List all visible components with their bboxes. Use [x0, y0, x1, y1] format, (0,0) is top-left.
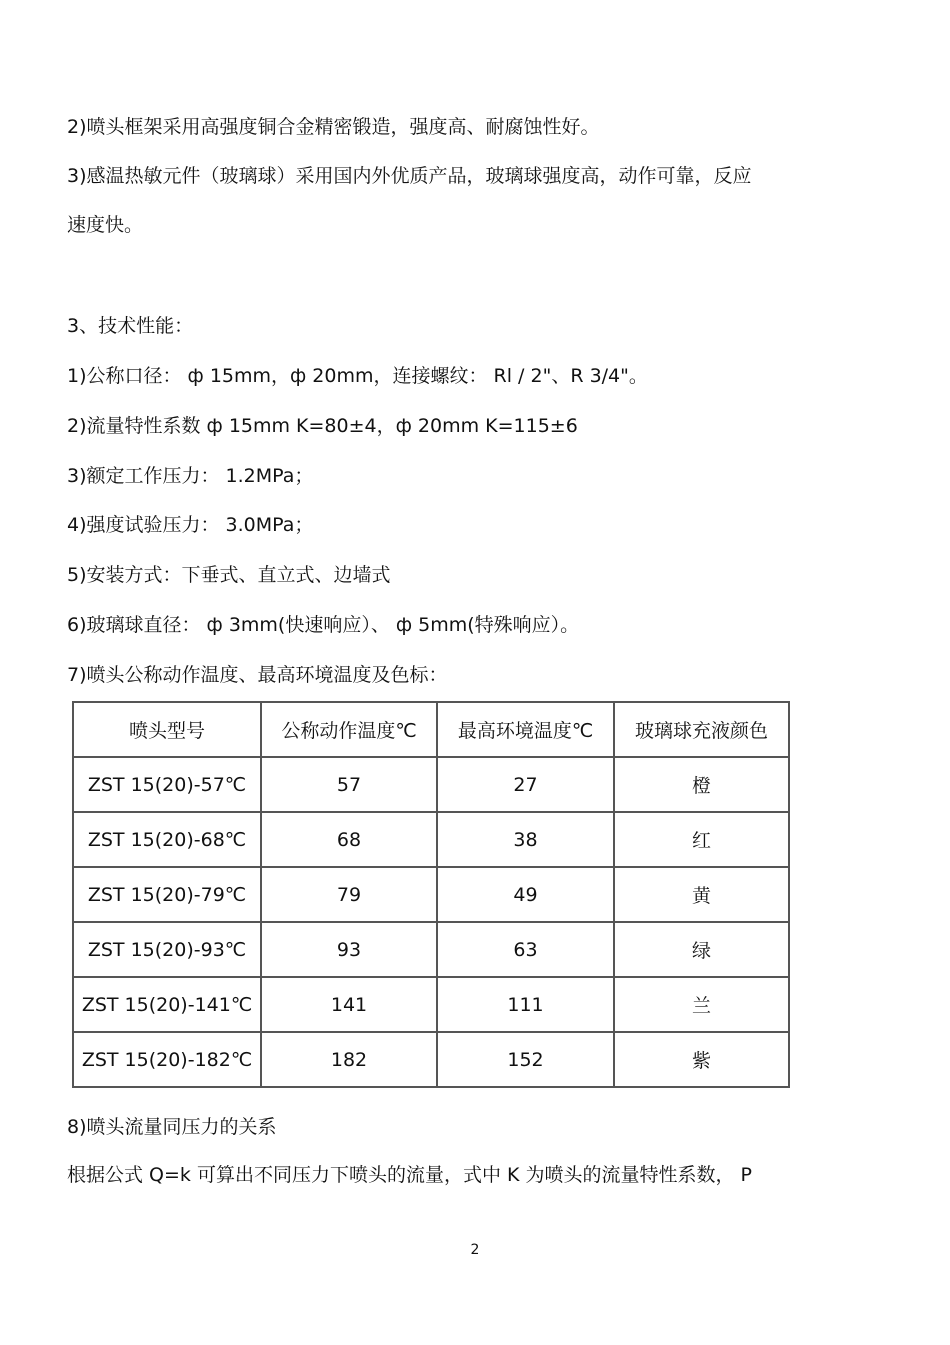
table-row	[73, 867, 789, 922]
action-temp-cell: 79	[261, 867, 437, 922]
section-heading-performance: 3、技术性能：	[67, 315, 194, 337]
color-cell: 黄	[614, 867, 789, 922]
spec-bulb-diameter: 6)玻璃球直径： ф 3mm(快速响应）、 ф 5mm(特殊响应）。	[67, 614, 580, 636]
spec-flow-coefficient: 2)流量特性系数 ф 15mm K=80±4，ф 20mm K=115±6	[67, 415, 578, 437]
spec-install-mode: 5)安装方式：下垂式、直立式、边墙式	[67, 564, 391, 586]
paragraph-glass-bulb: 3)感温热敏元件（玻璃球）采用国内外优质产品，玻璃球强度高，动作可靠，反应	[67, 165, 752, 187]
page-number: 2	[470, 1242, 480, 1258]
action-temp-cell: 182	[261, 1032, 437, 1087]
paragraph-flow-pressure: 8)喷头流量同压力的关系	[67, 1116, 277, 1138]
paragraph-frame: 2)喷头框架采用高强度铜合金精密锻造，强度高、耐腐蚀性好。	[67, 116, 600, 138]
temperature-table	[72, 701, 790, 1088]
paragraph-glass-bulb-cont: 速度快。	[67, 214, 144, 236]
table-row	[73, 1032, 789, 1087]
table-row	[73, 757, 789, 812]
model-cell: ZST 15(20)-141℃	[73, 977, 261, 1032]
table-header-row	[73, 702, 789, 757]
color-cell: 绿	[614, 922, 789, 977]
color-cell: 红	[614, 812, 789, 867]
table-header-cell: 最高环境温度℃	[437, 702, 614, 757]
model-cell: ZST 15(20)-182℃	[73, 1032, 261, 1087]
model-cell: ZST 15(20)-93℃	[73, 922, 261, 977]
ambient-temp-cell: 111	[437, 977, 614, 1032]
table-row	[73, 812, 789, 867]
action-temp-cell: 93	[261, 922, 437, 977]
color-cell: 橙	[614, 757, 789, 812]
spec-temperature-heading: 7)喷头公称动作温度、最高环境温度及色标：	[67, 664, 448, 686]
ambient-temp-cell: 38	[437, 812, 614, 867]
ambient-temp-cell: 49	[437, 867, 614, 922]
table-header-cell: 玻璃球充液颜色	[614, 702, 789, 757]
spec-nominal-diameter: 1)公称口径： ф 15mm，ф 20mm，连接螺纹： Rl / 2"、R 3/4"。	[67, 365, 648, 387]
model-cell: ZST 15(20)-57℃	[73, 757, 261, 812]
model-cell: ZST 15(20)-79℃	[73, 867, 261, 922]
ambient-temp-cell: 152	[437, 1032, 614, 1087]
model-cell: ZST 15(20)-68℃	[73, 812, 261, 867]
ambient-temp-cell: 27	[437, 757, 614, 812]
table-header-cell: 公称动作温度℃	[261, 702, 437, 757]
color-cell: 兰	[614, 977, 789, 1032]
paragraph-formula: 根据公式 Q=k 可算出不同压力下喷头的流量，式中 K 为喷头的流量特性系数， P	[67, 1164, 752, 1186]
action-temp-cell: 141	[261, 977, 437, 1032]
action-temp-cell: 68	[261, 812, 437, 867]
spec-test-pressure: 4)强度试验压力： 3.0MPa；	[67, 514, 314, 536]
table-row	[73, 922, 789, 977]
spec-working-pressure: 3)额定工作压力： 1.2MPa；	[67, 465, 314, 487]
ambient-temp-cell: 63	[437, 922, 614, 977]
table-row	[73, 977, 789, 1032]
color-cell: 紫	[614, 1032, 789, 1087]
table-header-cell: 喷头型号	[73, 702, 261, 757]
action-temp-cell: 57	[261, 757, 437, 812]
